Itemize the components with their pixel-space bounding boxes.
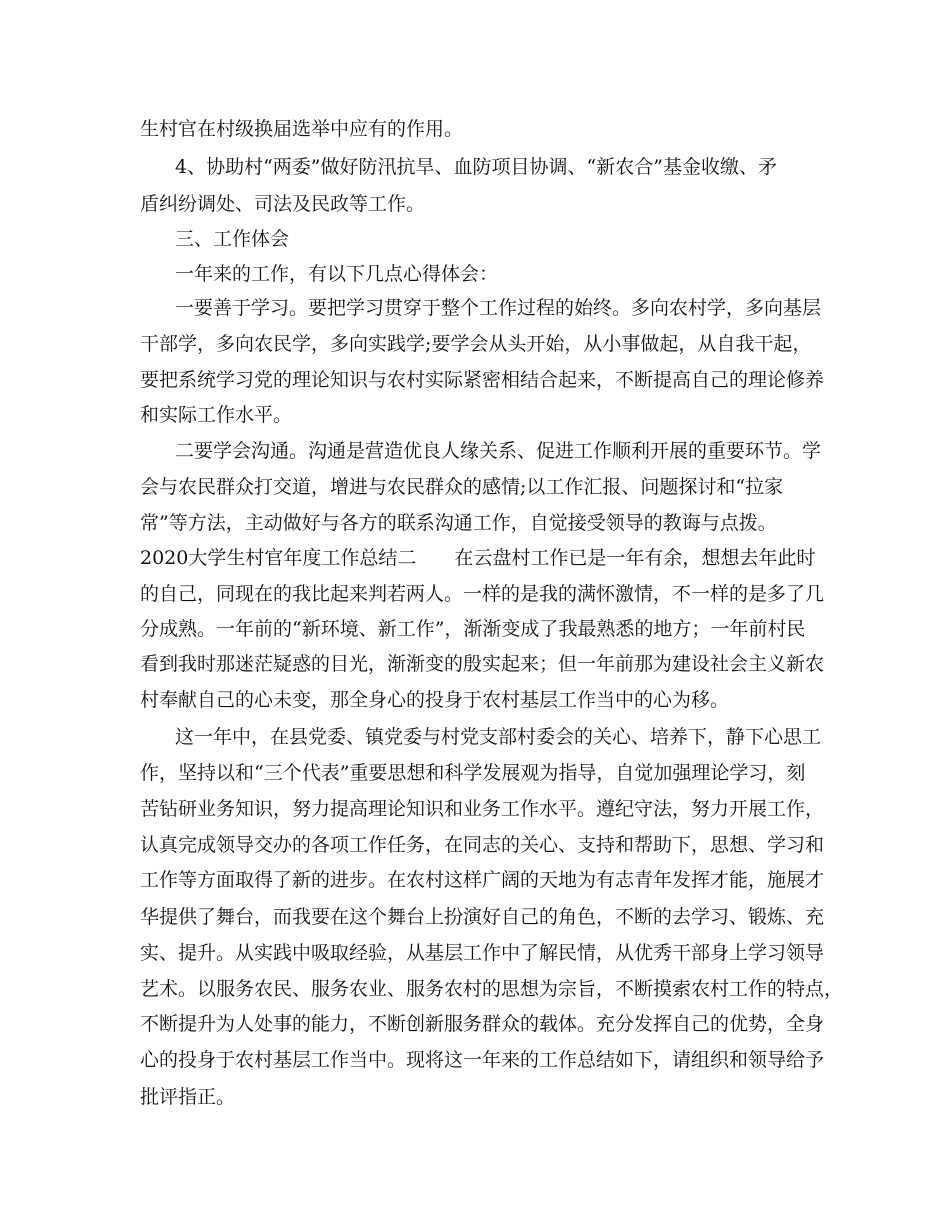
paragraph-line: 要把系统学习党的理论知识与农村实际紧密相结合起来，不断提高自己的理论修养: [140, 369, 825, 391]
paragraph-line: 这一年中，在县党委、镇党委与村党支部村委会的关心、培养下，静下心思工: [175, 726, 822, 748]
paragraph-line: 的自己，同现在的我比起来判若两人。一样的是我的满怀激情，不一样的是多了几: [140, 583, 825, 605]
paragraph-line: 一年来的工作，有以下几点心得体会：: [175, 263, 499, 285]
paragraph-line: 苦钻研业务知识，努力提高理论知识和业务工作水平。遵纪守法，努力开展工作，: [140, 798, 825, 820]
paragraph-line: 和实际工作水平。: [140, 404, 293, 426]
document-section-title: 2020大学生村官年度工作总结二: [140, 547, 417, 569]
title-line: [140, 546, 815, 570]
paragraph-line: 心的投身于农村基层工作当中。现将这一年来的工作总结如下，请组织和领导给予: [140, 1049, 825, 1071]
paragraph-line: 看到我时那迷茫疑惑的目光，渐渐变的殷实起来；但一年前那为建设社会主义新农: [140, 653, 825, 675]
paragraph-line: 会与农民群众打交道，增进与农民群众的感情;以工作汇报、问题探讨和“拉家: [140, 476, 784, 498]
paragraph-line: 常”等方法，主动做好与各方的联系沟通工作，自觉接受领导的教诲与点拨。: [140, 512, 777, 534]
paragraph-line: 盾纠纷调处、司法及民政等工作。: [140, 193, 426, 215]
paragraph-line: 认真完成领导交办的各项工作任务，在同志的关心、支持和帮助下，思想、学习和: [140, 834, 825, 856]
paragraph-line: 批评指正。: [140, 1086, 236, 1108]
paragraph-line: 工作等方面取得了新的进步。在农村这样广阔的天地为有志青年发挥才能，施展才: [140, 869, 825, 891]
paragraph-line: 村奉献自己的心未变，那全身心的投身于农村基层工作当中的心为移。: [140, 689, 730, 711]
paragraph-line: 生村官在村级换届选举中应有的作用。: [140, 118, 464, 140]
paragraph-line: 作，坚持以和“三个代表”重要思想和科学发展观为指导，自觉加强理论学习，刻: [140, 762, 806, 784]
paragraph-line: 一要善于学习。要把学习贯穿于整个工作过程的始终。多向农村学，多向基层: [175, 297, 822, 319]
paragraph-line: 艺术。以服务农民、服务农业、服务农村的思想为宗旨，不断摸索农村工作的特点，: [140, 978, 844, 1000]
paragraph-line: 4、协助村“两委”做好防汛抗旱、血防项目协调、“新农合”基金收缴、矛: [175, 156, 777, 178]
paragraph-line: 分成熟。一年前的“新环境、新工作”，渐渐变成了我最熟悉的地方；一年前村民: [140, 618, 806, 640]
section-heading: 三、工作体会: [175, 228, 290, 250]
paragraph-line: 华提供了舞台，而我要在这个舞台上扮演好自己的角色，不断的去学习、锻炼、充: [140, 906, 825, 928]
paragraph-line: 二要学会沟通。沟通是营造优良人缘关系、促进工作顺利开展的重要环节。学: [175, 440, 822, 462]
paragraph-line: 不断提升为人处事的能力，不断创新服务群众的载体。充分发挥自己的优势，全身: [140, 1013, 825, 1035]
paragraph-start: 在云盘村工作已是一年有余，想想去年此时: [454, 547, 816, 569]
paragraph-line: 干部学，多向农民学，多向实践学;要学会从头开始，从小事做起，从自我干起，: [140, 333, 812, 355]
paragraph-line: 实、提升。从实践中吸取经验，从基层工作中了解民情，从优秀干部身上学习领导: [140, 942, 825, 964]
